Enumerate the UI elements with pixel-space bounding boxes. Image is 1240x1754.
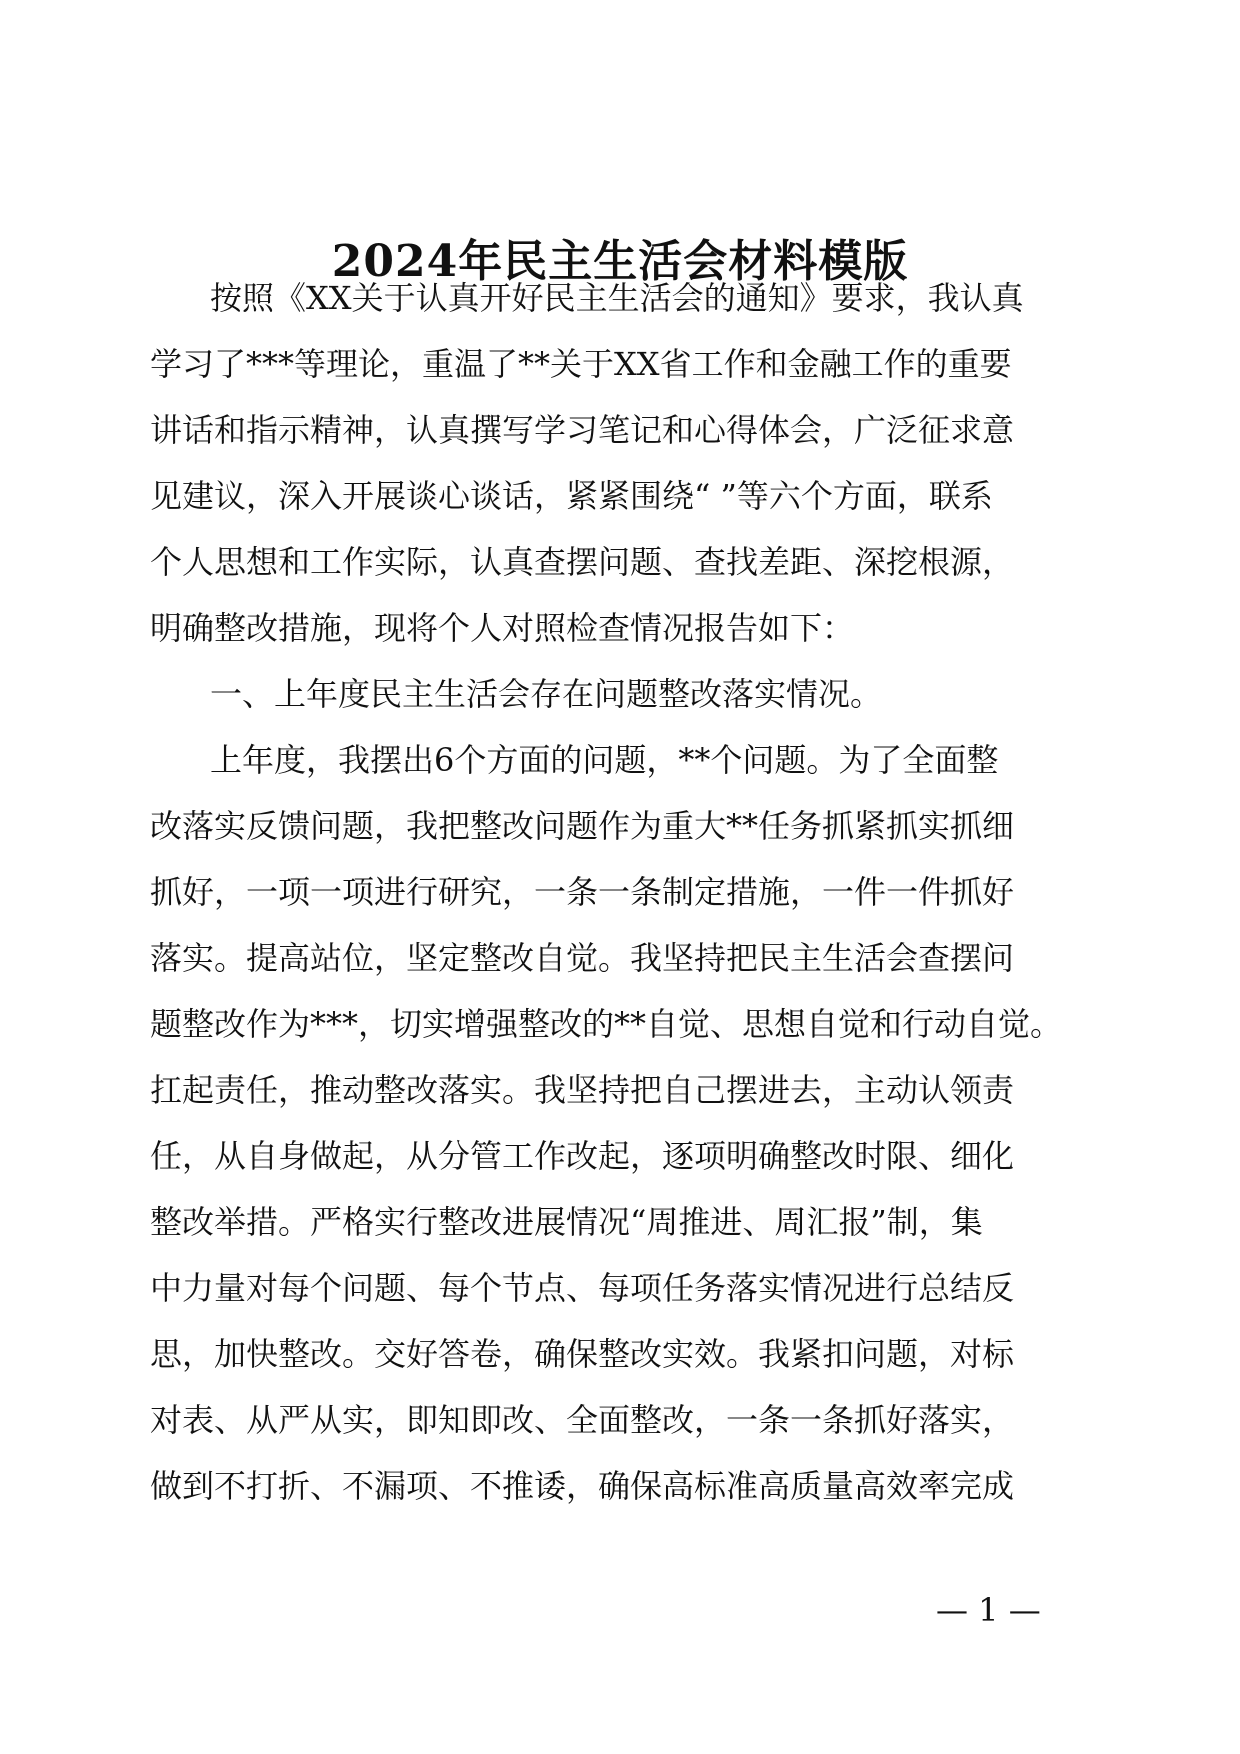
- body-line: 扛起责任，推动整改落实。我坚持把自己摆进去，主动认领责: [150, 1071, 1015, 1109]
- section-heading: 一、上年度民主生活会存在问题整改落实情况。: [210, 675, 883, 713]
- body-line: 任，从自身做起，从分管工作改起，逐项明确整改时限、细化: [150, 1137, 1015, 1175]
- body-line: 中力量对每个问题、每个节点、每项任务落实情况进行总结反: [150, 1269, 1015, 1307]
- body-line: 题整改作为***，切实增强整改的**自觉、思想自觉和行动自觉。: [150, 1005, 1063, 1043]
- body-line: 见建议，深入开展谈心谈话，紧紧围绕“ ”等六个方面，联系: [150, 477, 993, 515]
- body-line: 做到不打折、不漏项、不推诿，确保高标准高质量高效率完成: [150, 1467, 1015, 1505]
- page-number: — 1 —: [936, 1591, 1041, 1629]
- body-line: 讲话和指示精神，认真撰写学习笔记和心得体会，广泛征求意: [150, 411, 1015, 449]
- body-line: 上年度，我摆出6个方面的问题，**个问题。为了全面整: [210, 741, 999, 779]
- body-line: 对表、从严从实，即知即改、全面整改，一条一条抓好落实，: [150, 1401, 1015, 1439]
- document-title: 2024年民主生活会材料模版: [331, 236, 909, 287]
- body-line: 改落实反馈问题，我把整改问题作为重大**任务抓紧抓实抓细: [150, 807, 1015, 845]
- body-line: 抓好，一项一项进行研究，一条一条制定措施，一件一件抓好: [150, 873, 1015, 911]
- body-line: 学习了***等理论，重温了**关于XX省工作和金融工作的重要: [150, 345, 1012, 383]
- body-line: 思，加快整改。交好答卷，确保整改实效。我紧扣问题，对标: [150, 1335, 1015, 1373]
- body-line: 落实。提高站位，坚定整改自觉。我坚持把民主生活会查摆问: [150, 939, 1015, 977]
- body-line: 明确整改措施，现将个人对照检查情况报告如下：: [150, 609, 855, 647]
- body-line: 按照《XX关于认真开好民主生活会的通知》要求，我认真: [210, 279, 1024, 317]
- body-line: 整改举措。严格实行整改进展情况“周推进、周汇报”制，集: [150, 1203, 983, 1241]
- body-line: 个人思想和工作实际，认真查摆问题、查找差距、深挖根源，: [150, 543, 1015, 581]
